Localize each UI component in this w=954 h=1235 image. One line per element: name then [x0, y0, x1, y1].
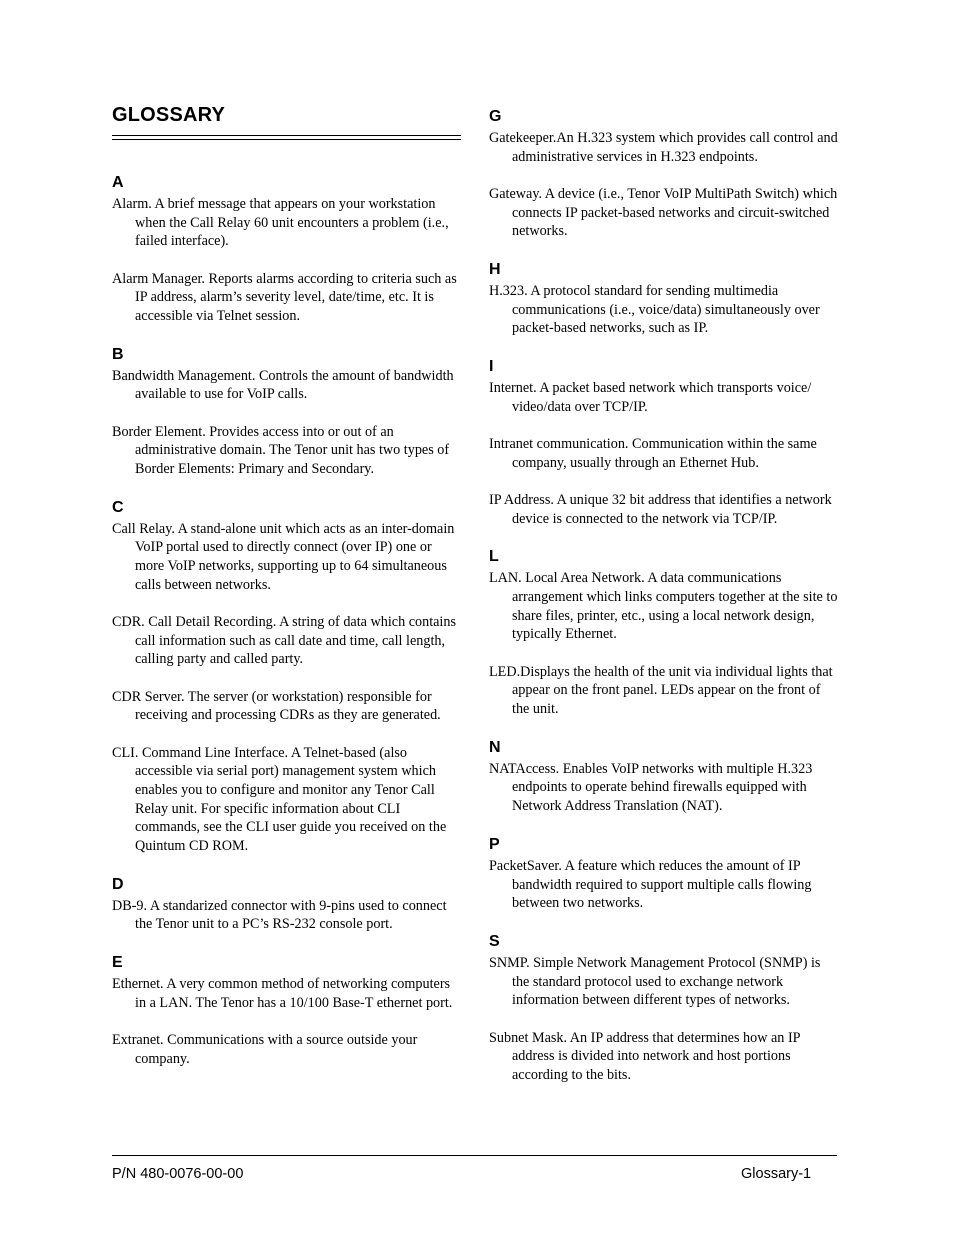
section-letter-heading: N [489, 738, 501, 756]
glossary-section-d [112, 876, 464, 934]
glossary-entry: Alarm. A brief message that appears on your workstation when the Call Relay 60 unit encounters a problem (i.e., failed interface). [112, 196, 449, 250]
glossary-entry: Subnet Mask. An IP address that determines how an IP address is divided into network and host portions according to the bits. [489, 1029, 801, 1083]
glossary-entry: CLI. Command Line Interface. A Telnet-based (also accessible via serial port) management system which enables you to configure and monitor any Tenor Call Relay unit. For specific information about CLI commands, see the CLI user guide you received on the Quintum CD ROM. [112, 744, 447, 855]
glossary-entry: NATAccess. Enables VoIP networks with multiple H.323 endpoints to operate behind firewalls equipped with Network Address Translation (NAT). [489, 760, 813, 815]
section-letter-heading: A [112, 174, 124, 191]
glossary-entry: PacketSaver. A feature which reduces the amount of IP bandwidth required to support multiple calls flowing between two networks. [489, 857, 812, 912]
section-letter-heading: E [112, 954, 123, 972]
glossary-section-s [489, 933, 841, 1085]
glossary-left-column [112, 174, 464, 1089]
glossary-entry: CDR. Call Detail Recording. A string of data which contains call information such as call date and time, call length, calling party and called party. [112, 614, 456, 668]
footer-part-number: P/N 480-0076-00-00 [112, 1166, 244, 1182]
footer-rule [112, 1155, 837, 1156]
footer-page-number: Glossary-1 [741, 1166, 812, 1182]
glossary-right-column [489, 108, 841, 1105]
glossary-section-a [112, 174, 464, 326]
glossary-entry: LAN. Local Area Network. A data communications arrangement which links computers together at the site to share files, printer, etc., using a local network design, typically Ethernet. [489, 570, 838, 643]
glossary-section-p [489, 836, 841, 913]
glossary-section-n [489, 739, 841, 816]
glossary-entry: Border Element. Provides access into or out of an administrative domain. The Tenor unit has two types of Border Elements: Primary and Secondary. [112, 423, 450, 478]
section-letter-heading: C [112, 498, 124, 516]
glossary-entry: IP Address. A unique 32 bit address that identifies a network device is connected to the network via TCP/IP. [489, 491, 832, 527]
glossary-entry: Ethernet. A very common method of networking computers in a LAN. The Tenor has a 10/100 Base-T ethernet port. [112, 976, 453, 1011]
glossary-section-h [489, 261, 841, 338]
glossary-entry: DB-9. A standarized connector with 9-pins used to connect the Tenor unit to a PC’s RS-232 console port. [112, 897, 447, 933]
glossary-entry: LED.Displays the health of the unit via individual lights that appear on the front panel. LEDs appear on the front of the unit. [489, 663, 833, 718]
page-title: GLOSSARY [112, 104, 226, 126]
glossary-entry: Gateway. A device (i.e., Tenor VoIP MultiPath Switch) which connects IP packet-based networks and circuit-switched networks. [489, 185, 838, 240]
glossary-entry: Bandwidth Management. Controls the amount of bandwidth available to use for VoIP calls. [112, 367, 454, 403]
glossary-entry: Call Relay. A stand-alone unit which acts as an inter-domain VoIP portal used to directly connect (over IP) one or more VoIP networks, supporting up to 64 simultaneous calls between networks. [112, 520, 455, 593]
title-double-rule [112, 135, 461, 140]
glossary-section-e [112, 954, 464, 1068]
section-letter-heading: P [489, 835, 500, 853]
glossary-section-b [112, 346, 464, 479]
glossary-section-c [112, 499, 464, 856]
glossary-section-i [489, 358, 841, 528]
glossary-entry: Intranet communication. Communication within the same company, usually through an Ethernet Hub. [489, 436, 817, 471]
glossary-entry: SNMP. Simple Network Management Protocol (SNMP) is the standard protocol used to exchange network information between different types of networks. [489, 954, 821, 1009]
section-letter-heading: D [112, 875, 124, 893]
glossary-entry: Extranet. Communications with a source outside your company. [112, 1032, 418, 1067]
section-letter-heading: H [489, 261, 501, 279]
glossary-section-g [489, 108, 841, 241]
section-letter-heading: B [112, 345, 124, 363]
section-letter-heading: I [489, 358, 494, 376]
glossary-entry: H.323. A protocol standard for sending multimedia communications (i.e., voice/data) simultaneously over packet-based networks, such as IP. [489, 283, 820, 337]
glossary-section-l [489, 548, 841, 718]
glossary-entry: Alarm Manager. Reports alarms according to criteria such as IP address, alarm’s severity level, date/time, etc. It is accessible via Telnet session. [112, 270, 457, 325]
glossary-entry: Gatekeeper.An H.323 system which provides call control and administrative services in H.323 endpoints. [489, 130, 838, 165]
section-letter-heading: G [489, 108, 502, 125]
section-letter-heading: L [489, 548, 499, 566]
glossary-entry: CDR Server. The server (or workstation) responsible for receiving and processing CDRs as they are generated. [112, 688, 441, 724]
glossary-entry: Internet. A packet based network which transports voice/ video/data over TCP/IP. [489, 380, 812, 415]
section-letter-heading: S [489, 932, 500, 950]
